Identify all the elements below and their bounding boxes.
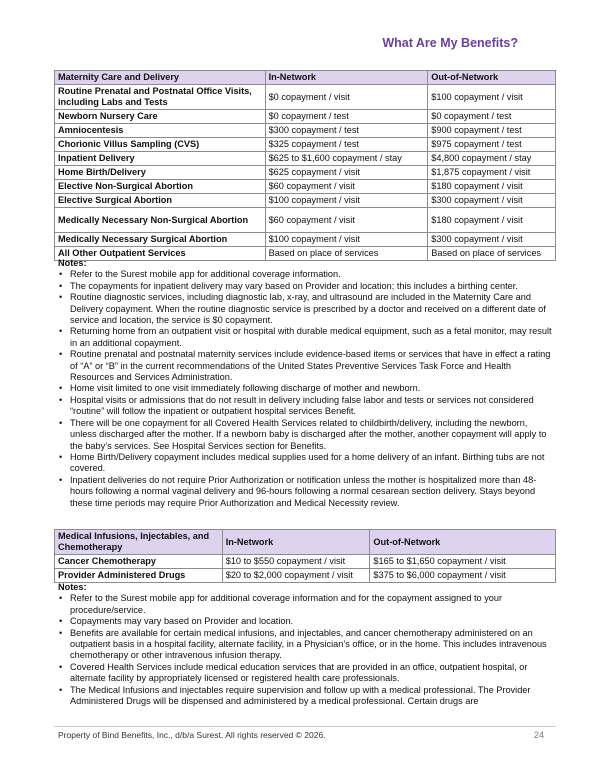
note-item: • There will be one copayment for all Covered Health Services related to childbirth/delivery, including the newborn, unless discharged after the mother. If a newborn baby is discharged after the mother, another copayment will apply to the baby’s services. See Hospital Services section for Benefits. bbox=[58, 418, 552, 452]
note-item: • Copayments may vary based on Provider and location. bbox=[58, 616, 552, 627]
infusion-notes bbox=[58, 582, 552, 707]
out-of-network-cost: $975 copayment / test bbox=[428, 138, 556, 152]
in-network-cost: $625 to $1,600 copayment / stay bbox=[265, 152, 428, 166]
table-header-row bbox=[55, 530, 556, 555]
out-of-network-cost: $100 copayment / visit bbox=[428, 85, 556, 110]
note-item: • Home Birth/Delivery copayment includes medical supplies used for a home delivery of an infant. Birthing tubs are not covered. bbox=[58, 452, 552, 475]
table-row bbox=[55, 208, 556, 233]
table-row bbox=[55, 194, 556, 208]
table-row bbox=[55, 138, 556, 152]
notes-list bbox=[58, 269, 552, 509]
in-network-cost: $20 to $2,000 copayment / visit bbox=[222, 569, 370, 583]
service-label: Newborn Nursery Care bbox=[55, 110, 266, 124]
out-of-network-cost: $4,800 copayment / stay bbox=[428, 152, 556, 166]
column-header: Medical Infusions, Injectables, and Chemotherapy bbox=[55, 530, 223, 555]
in-network-cost: Based on place of services bbox=[265, 247, 428, 261]
note-item: • The Medical Infusions and injectables require supervision and follow up with a medical professional. The Provider Administered Drugs will be dispensed and administered by a medical professional. Certain drugs are bbox=[58, 685, 552, 708]
in-network-cost: $0 copayment / test bbox=[265, 110, 428, 124]
maternity-notes bbox=[58, 258, 552, 509]
service-label: Elective Surgical Abortion bbox=[55, 194, 266, 208]
in-network-cost: $625 copayment / visit bbox=[265, 166, 428, 180]
in-network-cost: $300 copayment / test bbox=[265, 124, 428, 138]
note-item: • Home visit limited to one visit immediately following discharge of mother and newborn. bbox=[58, 383, 552, 394]
service-label: Medically Necessary Non-Surgical Abortion bbox=[55, 208, 266, 233]
in-network-cost: $10 to $550 copayment / visit bbox=[222, 555, 370, 569]
out-of-network-cost: $375 to $6,000 copayment / visit bbox=[370, 569, 556, 583]
table-row bbox=[55, 555, 556, 569]
page-header-title: What Are My Benefits? bbox=[382, 36, 518, 50]
notes-heading: Notes: bbox=[58, 258, 87, 268]
notes-list bbox=[58, 593, 552, 707]
note-item: • The copayments for inpatient delivery may vary based on Provider and location; this includes a birthing center. bbox=[58, 281, 552, 292]
service-label: Inpatient Delivery bbox=[55, 152, 266, 166]
service-label: Amniocentesis bbox=[55, 124, 266, 138]
table-row bbox=[55, 85, 556, 110]
out-of-network-cost: $180 copayment / visit bbox=[428, 208, 556, 233]
table-header-row bbox=[55, 71, 556, 85]
in-network-cost: $0 copayment / visit bbox=[265, 85, 428, 110]
in-network-cost: $60 copayment / visit bbox=[265, 208, 428, 233]
out-of-network-cost: $900 copayment / test bbox=[428, 124, 556, 138]
column-header: In-Network bbox=[265, 71, 428, 85]
out-of-network-cost: $180 copayment / visit bbox=[428, 180, 556, 194]
out-of-network-cost: $0 copayment / test bbox=[428, 110, 556, 124]
table-row bbox=[55, 110, 556, 124]
copyright-text: Property of Bind Benefits, Inc., d/b/a Surest. All rights reserved © 2026. bbox=[58, 730, 326, 740]
out-of-network-cost: $1,875 copayment / visit bbox=[428, 166, 556, 180]
page-footer bbox=[54, 726, 556, 740]
column-header: Maternity Care and Delivery bbox=[55, 71, 266, 85]
service-label: Home Birth/Delivery bbox=[55, 166, 266, 180]
table-row bbox=[55, 152, 556, 166]
column-header: In-Network bbox=[222, 530, 370, 555]
service-label: Chorionic Villus Sampling (CVS) bbox=[55, 138, 266, 152]
note-item: • Hospital visits or admissions that do not result in delivery including false labor and tests or services not considered “routine” will follow the inpatient or outpatient hospital services Benefit. bbox=[58, 395, 552, 418]
note-item: • Refer to the Surest mobile app for additional coverage information. bbox=[58, 269, 552, 280]
service-label: Medically Necessary Surgical Abortion bbox=[55, 233, 266, 247]
note-item: • Returning home from an outpatient visit or hospital with durable medical equipment, such as a fetal monitor, may result in an additional copayment. bbox=[58, 326, 552, 349]
out-of-network-cost: Based on place of services bbox=[428, 247, 556, 261]
service-label: Elective Non-Surgical Abortion bbox=[55, 180, 266, 194]
column-header: Out-of-Network bbox=[370, 530, 556, 555]
infusion-benefits-table bbox=[54, 529, 556, 583]
table-row bbox=[55, 569, 556, 583]
table-row bbox=[55, 180, 556, 194]
in-network-cost: $325 copayment / test bbox=[265, 138, 428, 152]
note-item: • Inpatient deliveries do not require Prior Authorization or notification unless the mother is hospitalized more than 48-hours following a normal vaginal delivery and 96-hours following a normal cesarean section delivery. Stays beyond these time periods may require Prior Authorization and Medical Necessity review. bbox=[58, 475, 552, 509]
note-item: • Refer to the Surest mobile app for additional coverage information and for the copayment assigned to your procedure/service. bbox=[58, 593, 552, 616]
out-of-network-cost: $165 to $1,650 copayment / visit bbox=[370, 555, 556, 569]
out-of-network-cost: $300 copayment / visit bbox=[428, 194, 556, 208]
service-label: Routine Prenatal and Postnatal Office Visits, including Labs and Tests bbox=[55, 85, 266, 110]
table-row bbox=[55, 166, 556, 180]
note-item: • Routine diagnostic services, including diagnostic lab, x-ray, and ultrasound are included in the Maternity Care and Delivery copayment. When the routine diagnostic service is prescribed by a doctor and received on a different date of service and location, the service is $0 copayment. bbox=[58, 292, 552, 326]
service-label: Provider Administered Drugs bbox=[55, 569, 223, 583]
in-network-cost: $100 copayment / visit bbox=[265, 194, 428, 208]
page-number: 24 bbox=[533, 730, 544, 740]
maternity-benefits-table bbox=[54, 70, 556, 261]
service-label: Cancer Chemotherapy bbox=[55, 555, 223, 569]
notes-heading: Notes: bbox=[58, 582, 87, 592]
in-network-cost: $60 copayment / visit bbox=[265, 180, 428, 194]
note-item: • Routine prenatal and postnatal maternity services include evidence-based items or services that have in effect a rating of “A” or “B” in the current recommendations of the United States Preventive Services Task Force and Health Resources and Services Administration. bbox=[58, 349, 552, 383]
note-item: • Benefits are available for certain medical infusions, and injectables, and cancer chemotherapy administered on an outpatient basis in a hospital facility, alternate facility, in a Physician’s office, or in the home. This includes intravenous chemotherapy or other intravenous infusion therapy. bbox=[58, 628, 552, 662]
column-header: Out-of-Network bbox=[428, 71, 556, 85]
service-label: All Other Outpatient Services bbox=[55, 247, 266, 261]
in-network-cost: $100 copayment / visit bbox=[265, 233, 428, 247]
table-row bbox=[55, 124, 556, 138]
table-row bbox=[55, 233, 556, 247]
out-of-network-cost: $300 copayment / visit bbox=[428, 233, 556, 247]
note-item: • Covered Health Services include medical education services that are provided in an office, outpatient hospital, or alternate facility by appropriately licensed or registered health care professionals. bbox=[58, 662, 552, 685]
